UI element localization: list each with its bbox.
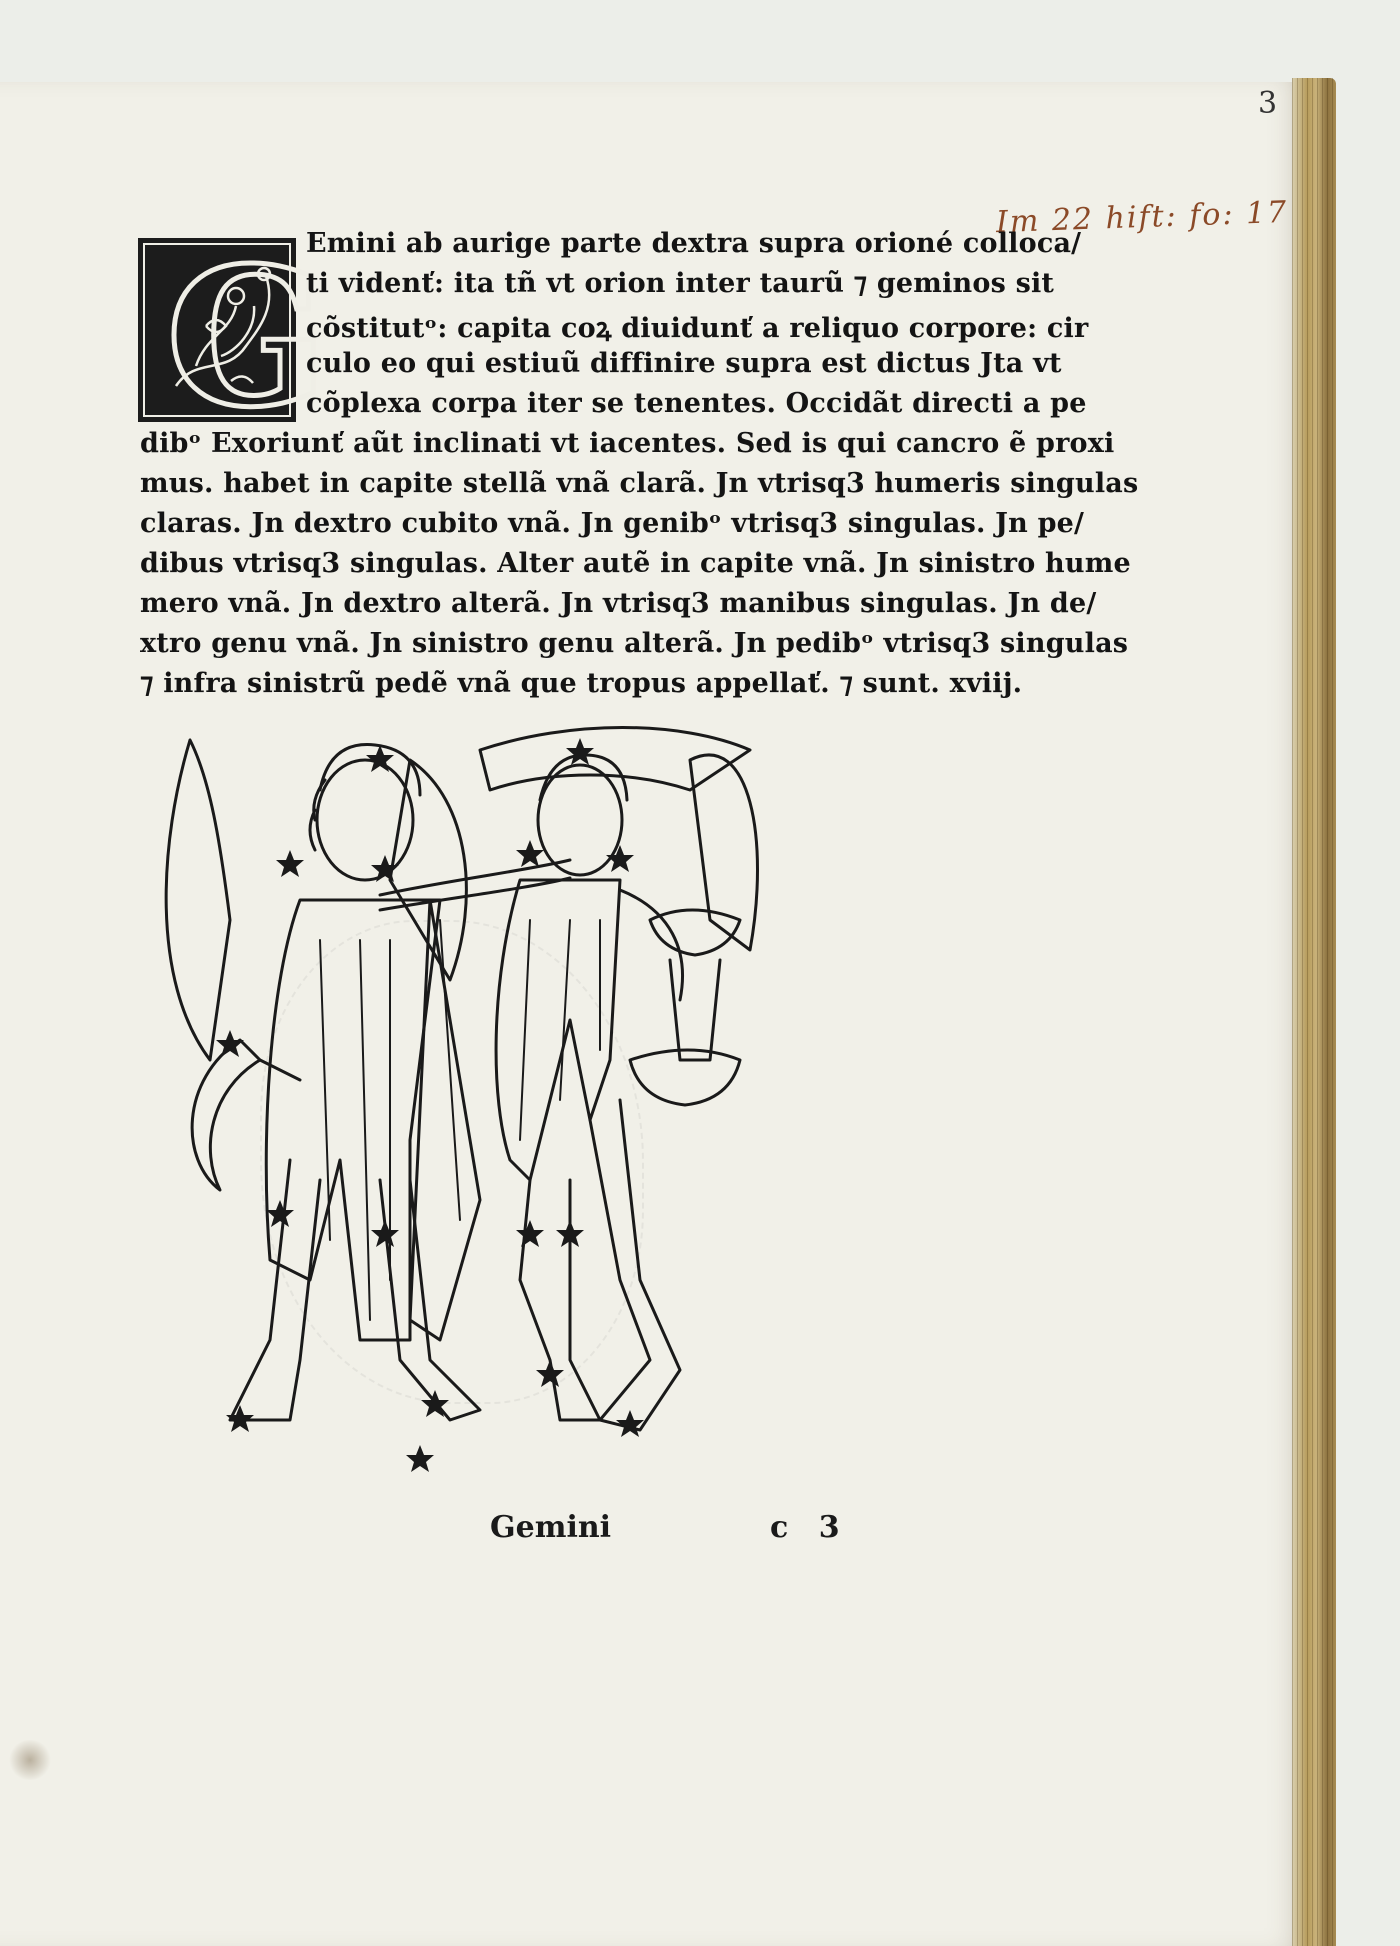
right-head <box>538 765 622 875</box>
left-robe <box>266 900 440 1340</box>
left-legs <box>230 1160 320 1420</box>
right-robe <box>496 880 620 1180</box>
initial-letter: G <box>166 226 329 449</box>
sickle <box>192 1040 260 1190</box>
page-edge-texture <box>1292 78 1336 1946</box>
text-line: dibus vtrisq3 singulas. Alter autẽ in capite vnã. Jn sinistro hume <box>140 548 1131 579</box>
signature-mark: c 3 <box>770 1510 850 1545</box>
text-line: ti videnť: ita tñ vt orion inter taurũ ⁊ geminos sit <box>306 268 1055 299</box>
left-arm <box>380 860 570 895</box>
text-line: xtro genu vnã. Jn sinistro genu alterã. Jn pedibᵒ vtrisq3 singulas <box>140 628 1129 659</box>
left-wing-outer <box>166 740 230 1060</box>
decorated-initial <box>136 226 329 449</box>
text-line: ⁊ infra sinistrũ pedẽ vnã que tropus appellať. ⁊ sunt. xviij. <box>140 668 1023 699</box>
handwritten-margin-note: Im 22 hift: fo: 17 <box>995 194 1289 241</box>
gemini-woodcut <box>150 720 940 1500</box>
illustration-caption: Gemini <box>490 1510 612 1545</box>
foxing-stain <box>8 1740 52 1780</box>
text-line: cõplexa corpa iter se tenentes. Occidãt directi a pe <box>306 388 1087 419</box>
text-line: culo eo qui estiuũ diffinire supra est dictus Jta vt <box>306 348 1062 379</box>
text-line: dibᵒ Exoriunť aũt inclinati vt iacentes. Sed is qui cancro ẽ proxi <box>140 428 1115 459</box>
text-line: cõstitutᵒ: capita coꝝ diuidunť a reliquo corpore: cir <box>306 313 1089 344</box>
corner-mark: 3 <box>1258 86 1278 121</box>
text-line: claras. Jn dextro cubito vnã. Jn genibᵒ vtrisq3 singulas. Jn pe/ <box>140 508 1085 539</box>
text-line: mero vnã. Jn dextro alterã. Jn vtrisq3 manibus singulas. Jn de/ <box>140 588 1097 619</box>
text-line: Emini ab aurige parte dextra supra orioné colloca/ <box>306 228 1082 259</box>
right-wing-top <box>480 728 750 791</box>
text-line: mus. habet in capite stellã vnã clarã. Jn vtrisq3 humeris singulas <box>140 468 1139 499</box>
right-legs <box>520 1180 600 1420</box>
vessel-bowl <box>630 1050 740 1105</box>
